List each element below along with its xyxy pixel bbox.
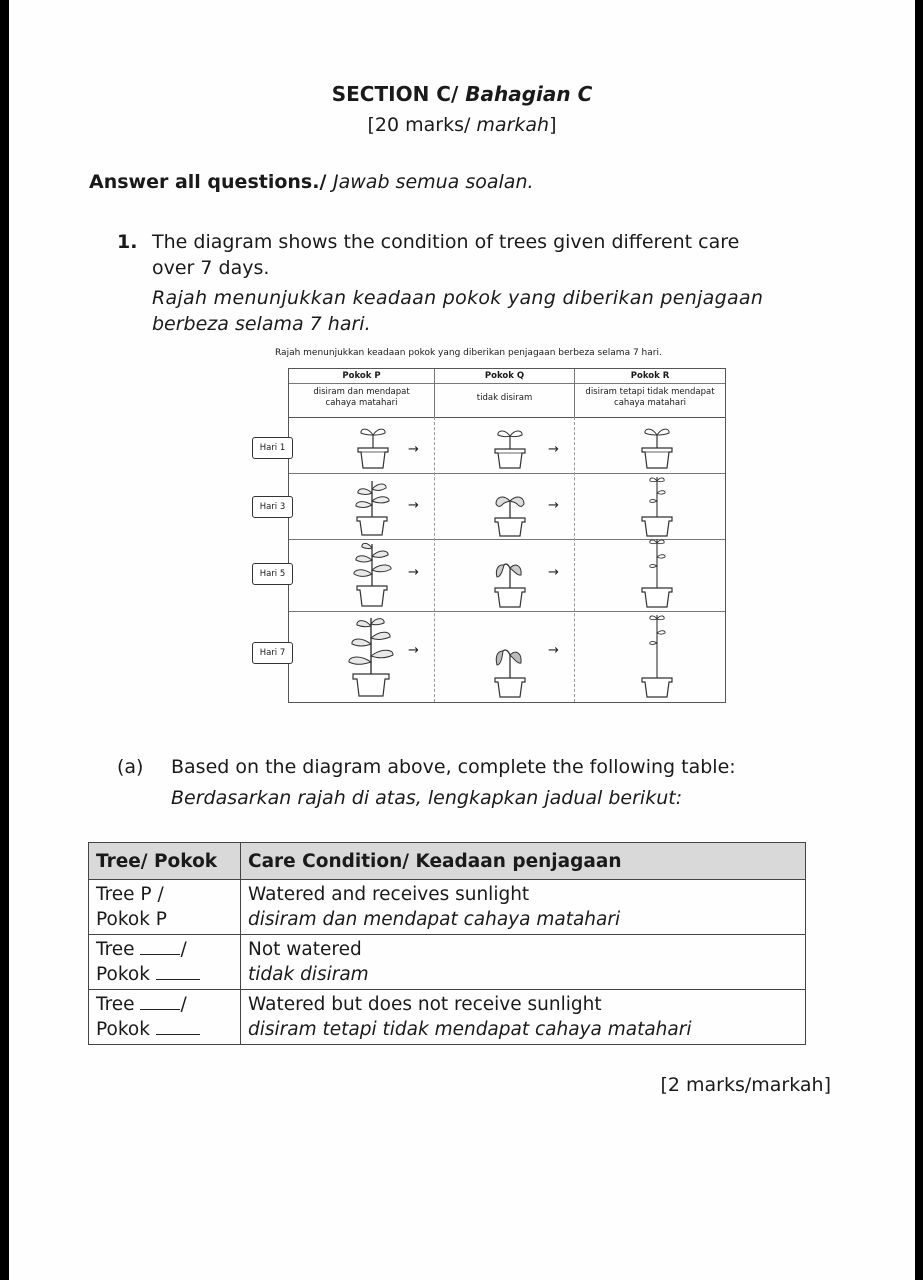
plant-diagram [235,345,755,715]
seedling-icon [637,420,677,470]
table-header-row [89,843,806,880]
arrow: → [548,498,559,513]
answer-blank[interactable] [140,995,180,1010]
care-cell: Not watered tidak disiram [241,935,806,990]
table-header: Tree/ Pokok [89,843,241,880]
arrow: → [548,565,559,580]
column-divider [434,417,435,702]
table-header: Care Condition/ Keadaan penjagaan [241,843,806,880]
column-desc: tidak disiram [476,393,533,403]
column-desc: disiram tetapi tidak mendapat cahaya matahari [585,387,715,408]
exam-page [9,0,915,1280]
wilting-plant-icon [487,488,533,538]
answer-blank[interactable] [156,1020,200,1035]
day-label: Hari 3 [252,496,293,518]
seedling-icon [353,420,393,470]
healthy-plant-icon [345,538,399,608]
answer-blank[interactable] [140,940,180,955]
day-label: Hari 5 [252,563,293,585]
table-row [89,990,806,1045]
table-row [89,935,806,990]
question-ms-line-1: Rajah menunjukkan keadaan pokok yang diberikan penjagaan [152,287,764,309]
day-label: Hari 1 [252,437,293,459]
healthy-plant-icon [339,612,403,698]
arrow: → [408,498,419,513]
column-divider [574,417,575,702]
care-cell: Watered and receives sunlight disiram dan mendapat cahaya matahari [241,880,806,935]
question-ms-line-2: berbeza selama 7 hari. [152,313,371,335]
part-a-question-en: Based on the diagram above, complete the following table: [171,756,736,778]
tree-cell: Tree / Pokok [89,935,241,990]
care-condition-table [88,842,806,1045]
part-a-marks: [2 marks/markah] [660,1074,831,1096]
column-header-q [435,369,575,418]
section-marks: [20 marks/ markah] [367,114,557,136]
wilted-plant-icon [487,641,533,699]
part-a-question-ms: Berdasarkan rajah di atas, lengkapkan jadual berikut: [171,787,683,809]
question-en-line-2: over 7 days. [152,257,270,279]
column-header-r [575,369,725,418]
column-header-p [289,369,435,418]
wilting-plant-icon [487,557,533,609]
care-cell: Watered but does not receive sunlight disiram tetapi tidak mendapat cahaya matahari [241,990,806,1045]
left-border [0,0,9,1280]
instruction: Answer all questions./ Jawab semua soalan. [89,171,534,193]
part-a-label: (a) [117,756,144,778]
leggy-plant-icon [637,535,677,609]
column-name: Pokok R [575,369,725,384]
column-desc: disiram dan mendapat cahaya matahari [313,387,410,408]
arrow: → [408,643,419,658]
arrow: → [408,565,419,580]
day-label: Hari 7 [252,642,293,664]
healthy-plant-icon [347,475,397,537]
figure-caption: Rajah menunjukkan keadaan pokok yang diberikan penjagaan berbeza selama 7 hari. [275,348,662,358]
leggy-plant-icon [637,611,677,699]
table-row [89,880,806,935]
column-name: Pokok Q [435,369,574,384]
section-title: SECTION C/ Bahagian C [331,82,593,106]
seedling-icon [490,423,530,470]
tree-cell: Tree P / Pokok P [89,880,241,935]
column-name: Pokok P [289,369,434,384]
arrow: → [408,442,419,457]
right-border [915,0,923,1280]
question-en-line-1: The diagram shows the condition of trees given different care [152,231,740,253]
answer-blank[interactable] [156,965,200,980]
question-number: 1. [117,231,138,253]
arrow: → [548,442,559,457]
tree-cell: Tree / Pokok [89,990,241,1045]
leggy-plant-icon [637,473,677,538]
arrow: → [548,643,559,658]
